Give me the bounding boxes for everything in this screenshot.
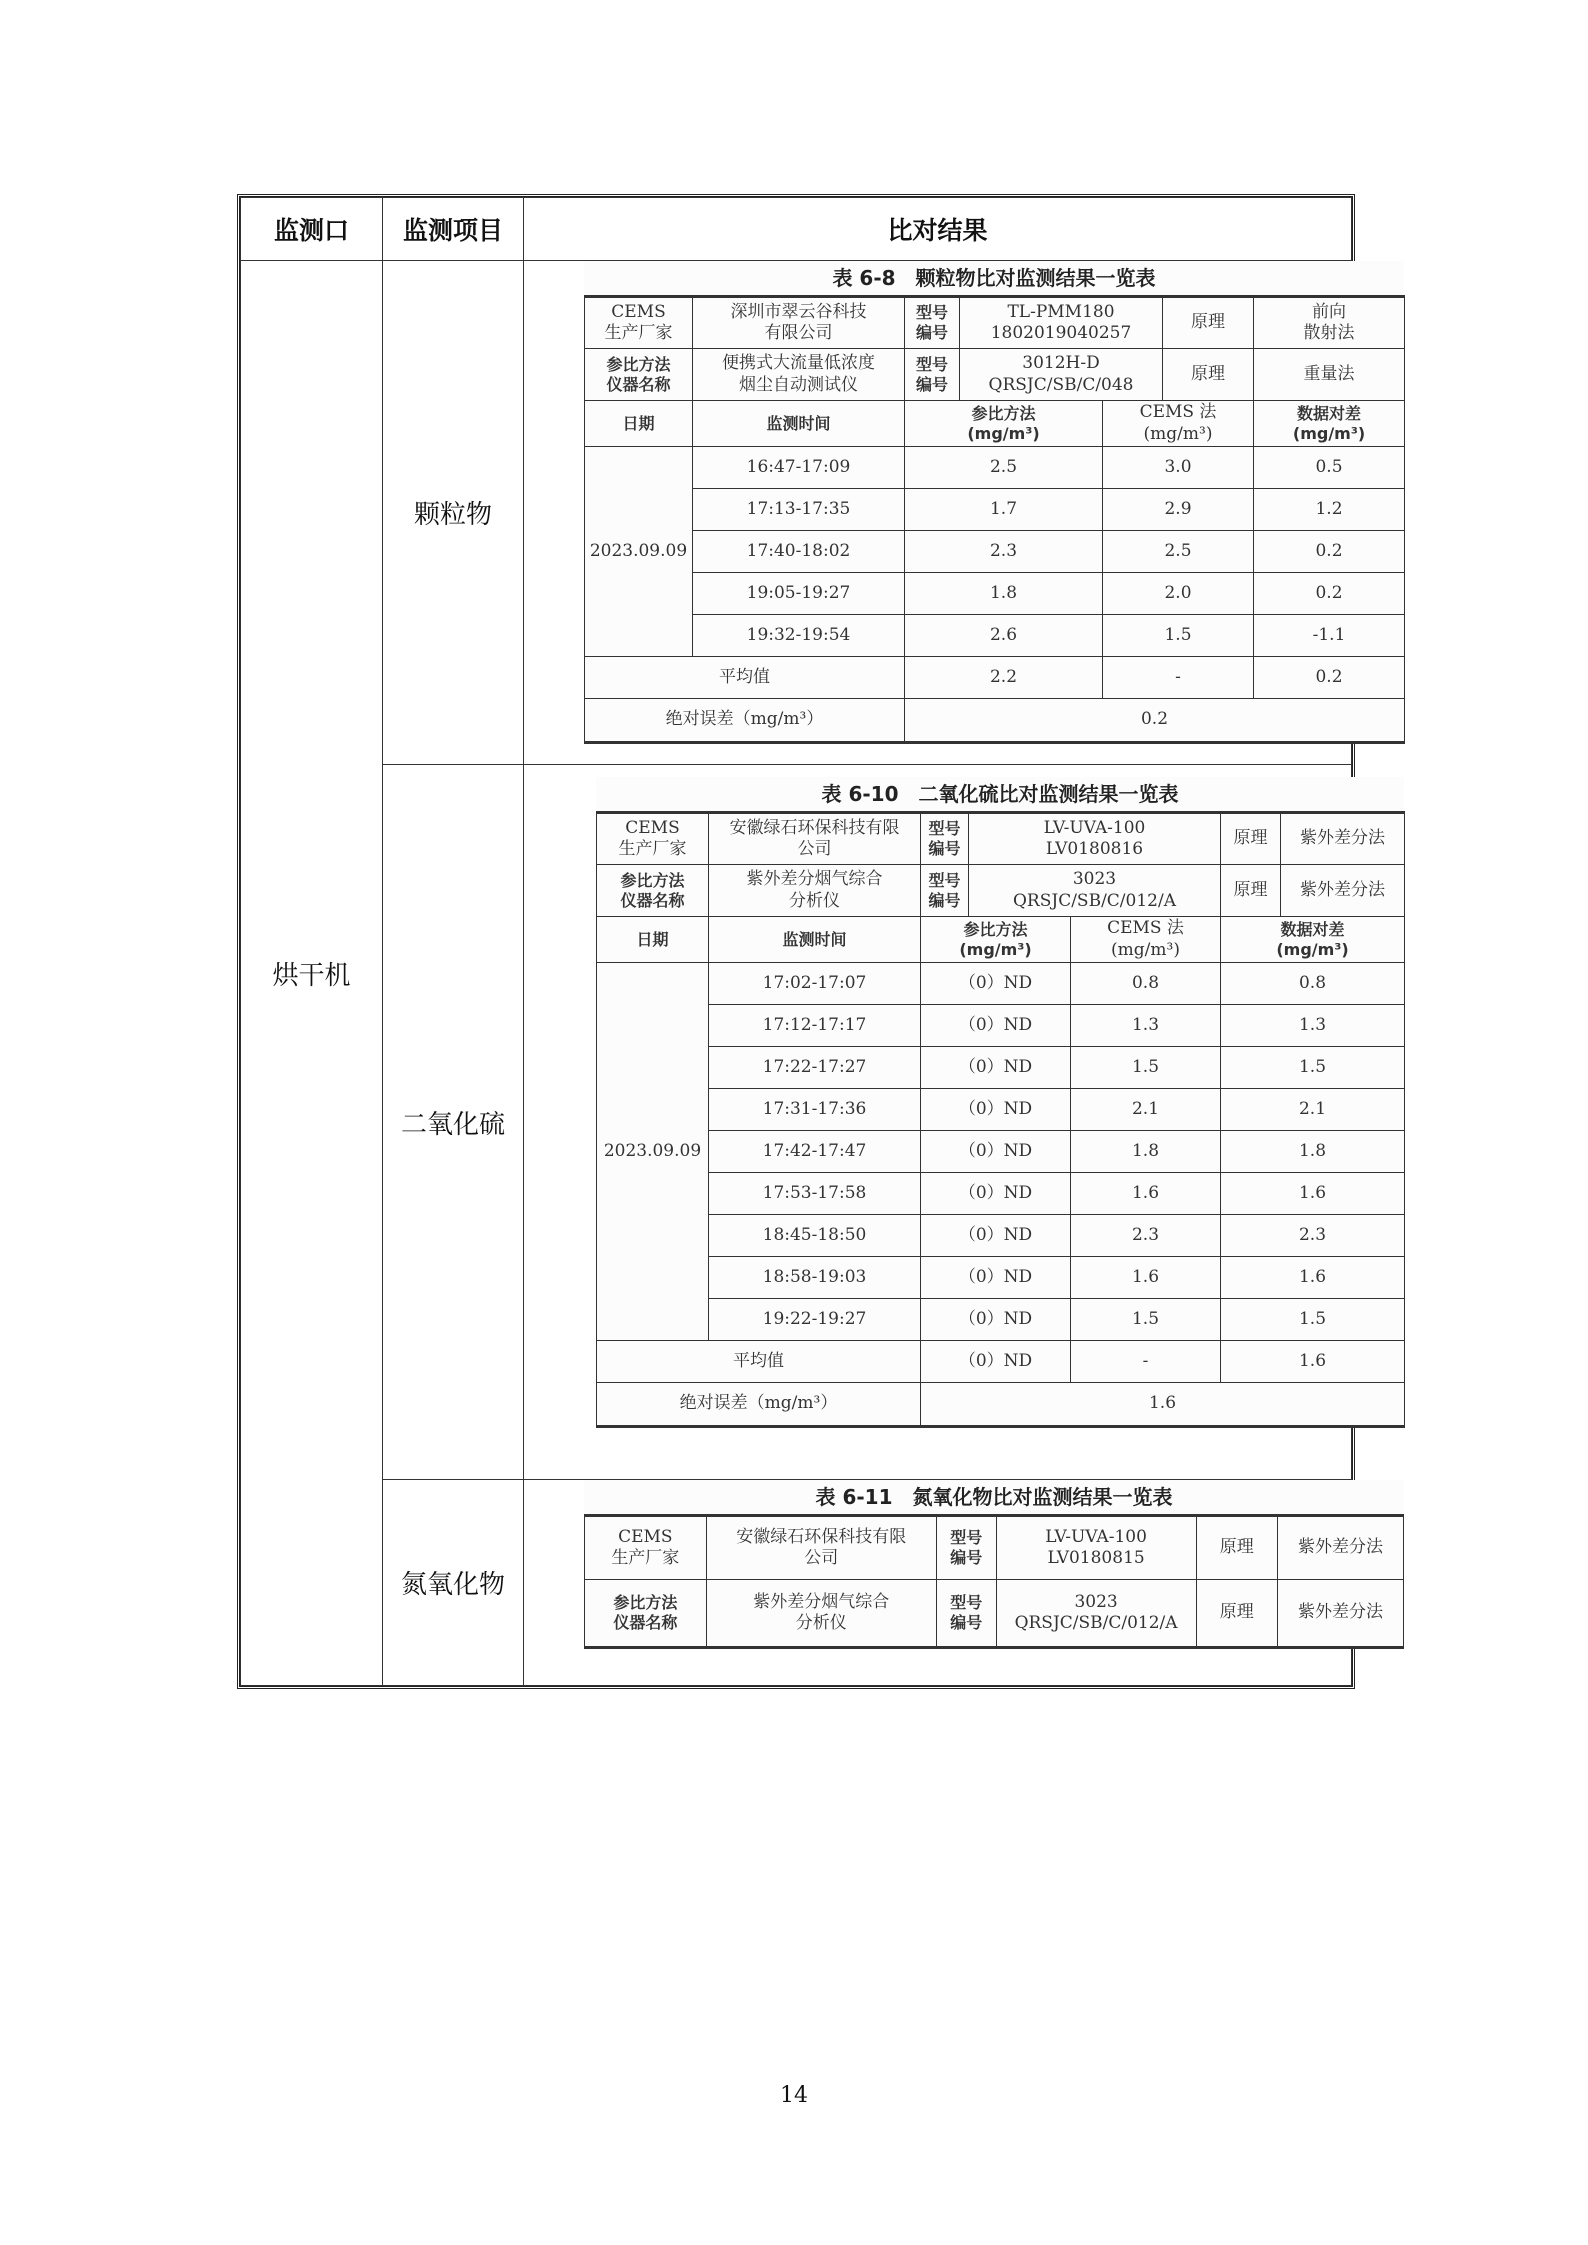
pm-time: 17:13-17:35 (693, 489, 905, 531)
table-row (585, 573, 1405, 615)
so2-ref-value: （0）ND (921, 1131, 1071, 1173)
pm-avg-label: 平均值 (585, 657, 905, 699)
table-row (597, 1131, 1405, 1173)
nox-ref-label: 参比方法 仪器名称 (585, 1580, 707, 1648)
so2-diff-value: 0.8 (1221, 963, 1405, 1005)
pm-col-ref: 参比方法 (mg/m³) (905, 401, 1103, 447)
so2-cems-mfr: 安徽绿石环保科技有限 公司 (709, 813, 921, 865)
so2-ref-principle: 紫外差分法 (1281, 865, 1405, 917)
table-row (597, 963, 1405, 1005)
nox-ref-principle: 紫外差分法 (1277, 1580, 1403, 1648)
so2-ref-principle-label: 原理 (1221, 865, 1281, 917)
so2-time: 17:02-17:07 (709, 963, 921, 1005)
so2-diff-value: 1.6 (1221, 1173, 1405, 1215)
pm-col-cems: CEMS 法 (mg/m³) (1103, 401, 1254, 447)
so2-cems-value: 2.1 (1071, 1089, 1221, 1131)
so2-date: 2023.09.09 (597, 963, 709, 1341)
pm-avg-diff: 0.2 (1254, 657, 1405, 699)
pm-time: 16:47-17:09 (693, 447, 905, 489)
so2-cems-value: 1.6 (1071, 1173, 1221, 1215)
so2-diff-value: 1.6 (1221, 1257, 1405, 1299)
pm-cems-principle: 前向 散射法 (1254, 297, 1405, 349)
pm-cems-value: 2.9 (1103, 489, 1254, 531)
so2-ref-model-label: 型号 编号 (921, 865, 969, 917)
pm-cems-mfr-label: CEMS 生产厂家 (585, 297, 693, 349)
so2-time: 17:12-17:17 (709, 1005, 921, 1047)
pm-abs-label: 绝对误差（mg/m³） (585, 699, 905, 743)
so2-diff-value: 2.3 (1221, 1215, 1405, 1257)
pm-ref-value: 2.5 (905, 447, 1103, 489)
pm-ref-model: 3012H-D QRSJC/SB/C/048 (960, 349, 1163, 401)
so2-caption: 表 6-10 二氧化硫比对监测结果一览表 (821, 782, 1179, 806)
pm-cems-model: TL-PMM180 1802019040257 (960, 297, 1163, 349)
so2-cems-value: 1.6 (1071, 1257, 1221, 1299)
pm-avg-cems: - (1103, 657, 1254, 699)
nox-cems-model: LV-UVA-100 LV0180815 (996, 1516, 1196, 1580)
pm-ref-principle-label: 原理 (1163, 349, 1254, 401)
nox-ref-model: 3023 QRSJC/SB/C/012/A (996, 1580, 1196, 1648)
table-row (585, 615, 1405, 657)
pm-table (584, 295, 1405, 744)
so2-ref-value: （0）ND (921, 1047, 1071, 1089)
nox-ref-principle-label: 原理 (1196, 1580, 1277, 1648)
nox-scan (584, 1480, 1404, 1649)
so2-cems-value: 0.8 (1071, 963, 1221, 1005)
pm-time: 19:05-19:27 (693, 573, 905, 615)
pm-ref-value: 1.7 (905, 489, 1103, 531)
so2-cems-mfr-label: CEMS 生产厂家 (597, 813, 709, 865)
pm-avg-ref: 2.2 (905, 657, 1103, 699)
table-row (597, 1299, 1405, 1341)
so2-avg-label: 平均值 (597, 1341, 921, 1383)
pm-ref-model-label: 型号 编号 (905, 349, 960, 401)
so2-time: 19:22-19:27 (709, 1299, 921, 1341)
pm-model-label: 型号 编号 (905, 297, 960, 349)
pm-scan (584, 261, 1404, 744)
so2-diff-value: 2.1 (1221, 1089, 1405, 1131)
item-pm: 颗粒物 (383, 261, 524, 765)
pm-col-time: 监测时间 (693, 401, 905, 447)
pm-result-cell (524, 261, 1366, 765)
so2-time: 17:31-17:36 (709, 1089, 921, 1131)
pm-cems-mfr: 深圳市翠云谷科技 有限公司 (693, 297, 905, 349)
nox-table (584, 1514, 1404, 1649)
so2-col-time: 监测时间 (709, 917, 921, 963)
table-row (597, 1173, 1405, 1215)
pm-ref-label: 参比方法 仪器名称 (585, 349, 693, 401)
so2-cems-value: 2.3 (1071, 1215, 1221, 1257)
so2-ref-label: 参比方法 仪器名称 (597, 865, 709, 917)
header-item: 监测项目 (383, 198, 524, 261)
pm-diff-value: -1.1 (1254, 615, 1405, 657)
table-row (597, 1089, 1405, 1131)
item-nox: 氮氧化物 (383, 1480, 524, 1686)
pm-col-date: 日期 (585, 401, 693, 447)
so2-time: 17:42-17:47 (709, 1131, 921, 1173)
so2-cems-principle: 紫外差分法 (1281, 813, 1405, 865)
so2-avg-diff: 1.6 (1221, 1341, 1405, 1383)
so2-diff-value: 1.8 (1221, 1131, 1405, 1173)
so2-cems-model: LV-UVA-100 LV0180816 (969, 813, 1221, 865)
so2-abs-value: 1.6 (921, 1383, 1405, 1427)
so2-avg-row (597, 1341, 1405, 1383)
pm-cems-value: 3.0 (1103, 447, 1254, 489)
nox-cems-mfr: 安徽绿石环保科技有限 公司 (706, 1516, 936, 1580)
table-row (585, 489, 1405, 531)
header-port: 监测口 (241, 198, 383, 261)
pm-ref-principle: 重量法 (1254, 349, 1405, 401)
table-row (597, 1005, 1405, 1047)
so2-table (596, 811, 1405, 1428)
pm-abs-row (585, 699, 1405, 743)
pm-avg-row (585, 657, 1405, 699)
so2-diff-value: 1.5 (1221, 1299, 1405, 1341)
pm-diff-value: 0.2 (1254, 531, 1405, 573)
so2-col-ref: 参比方法 (mg/m³) (921, 917, 1071, 963)
nox-ref-name: 紫外差分烟气综合 分析仪 (706, 1580, 936, 1648)
so2-scan (596, 777, 1404, 1428)
so2-model-label: 型号 编号 (921, 813, 969, 865)
pm-ref-value: 2.6 (905, 615, 1103, 657)
so2-ref-model: 3023 QRSJC/SB/C/012/A (969, 865, 1221, 917)
so2-cems-value: 1.5 (1071, 1299, 1221, 1341)
table-row (585, 447, 1405, 489)
so2-ref-value: （0）ND (921, 1005, 1071, 1047)
results-table-frame (237, 194, 1385, 1689)
nox-caption: 表 6-11 氮氧化物比对监测结果一览表 (815, 1485, 1173, 1509)
item-so2: 二氧化硫 (383, 765, 524, 1480)
so2-abs-row (597, 1383, 1405, 1427)
pm-cems-value: 2.5 (1103, 531, 1254, 573)
pm-time: 19:32-19:54 (693, 615, 905, 657)
pm-caption: 表 6-8 颗粒物比对监测结果一览表 (832, 266, 1156, 290)
pm-diff-value: 1.2 (1254, 489, 1405, 531)
so2-time: 18:45-18:50 (709, 1215, 921, 1257)
so2-cems-value: 1.5 (1071, 1047, 1221, 1089)
so2-result-cell (524, 765, 1385, 1480)
so2-col-cems: CEMS 法 (mg/m³) (1071, 917, 1221, 963)
so2-cems-value: 1.8 (1071, 1131, 1221, 1173)
results-table (240, 197, 1385, 1686)
nox-result-cell (524, 1480, 1383, 1686)
pm-date: 2023.09.09 (585, 447, 693, 657)
so2-ref-value: （0）ND (921, 1089, 1071, 1131)
so2-ref-value: （0）ND (921, 1173, 1071, 1215)
so2-diff-value: 1.5 (1221, 1047, 1405, 1089)
pm-cems-value: 1.5 (1103, 615, 1254, 657)
port-name: 烘干机 (241, 261, 383, 1686)
table-row (597, 1047, 1405, 1089)
pm-ref-name: 便携式大流量低浓度 烟尘自动测试仪 (693, 349, 905, 401)
so2-ref-value: （0）ND (921, 1299, 1071, 1341)
pm-ref-value: 2.3 (905, 531, 1103, 573)
so2-abs-label: 绝对误差（mg/m³） (597, 1383, 921, 1427)
table-row (585, 531, 1405, 573)
so2-time: 17:22-17:27 (709, 1047, 921, 1089)
pm-time: 17:40-18:02 (693, 531, 905, 573)
pm-diff-value: 0.2 (1254, 573, 1405, 615)
so2-avg-ref: （0）ND (921, 1341, 1071, 1383)
table-row (597, 1215, 1405, 1257)
so2-ref-value: （0）ND (921, 1215, 1071, 1257)
pm-abs-value: 0.2 (905, 699, 1405, 743)
so2-ref-value: （0）ND (921, 963, 1071, 1005)
pm-cems-value: 2.0 (1103, 573, 1254, 615)
so2-ref-name: 紫外差分烟气综合 分析仪 (709, 865, 921, 917)
pm-principle-label: 原理 (1163, 297, 1254, 349)
so2-time: 18:58-19:03 (709, 1257, 921, 1299)
pm-ref-value: 1.8 (905, 573, 1103, 615)
so2-ref-value: （0）ND (921, 1257, 1071, 1299)
nox-ref-model-label: 型号 编号 (936, 1580, 996, 1648)
nox-principle-label: 原理 (1196, 1516, 1277, 1580)
so2-time: 17:53-17:58 (709, 1173, 921, 1215)
page-number: 14 (780, 2083, 808, 2108)
nox-cems-mfr-label: CEMS 生产厂家 (585, 1516, 707, 1580)
so2-avg-cems: - (1071, 1341, 1221, 1383)
nox-model-label: 型号 编号 (936, 1516, 996, 1580)
so2-principle-label: 原理 (1221, 813, 1281, 865)
nox-cems-principle: 紫外差分法 (1277, 1516, 1403, 1580)
so2-col-diff: 数据对差 (mg/m³) (1221, 917, 1405, 963)
pm-diff-value: 0.5 (1254, 447, 1405, 489)
so2-cems-value: 1.3 (1071, 1005, 1221, 1047)
table-row (597, 1257, 1405, 1299)
header-result: 比对结果 (524, 198, 1352, 261)
so2-col-date: 日期 (597, 917, 709, 963)
so2-diff-value: 1.3 (1221, 1005, 1405, 1047)
pm-col-diff: 数据对差 (mg/m³) (1254, 401, 1405, 447)
